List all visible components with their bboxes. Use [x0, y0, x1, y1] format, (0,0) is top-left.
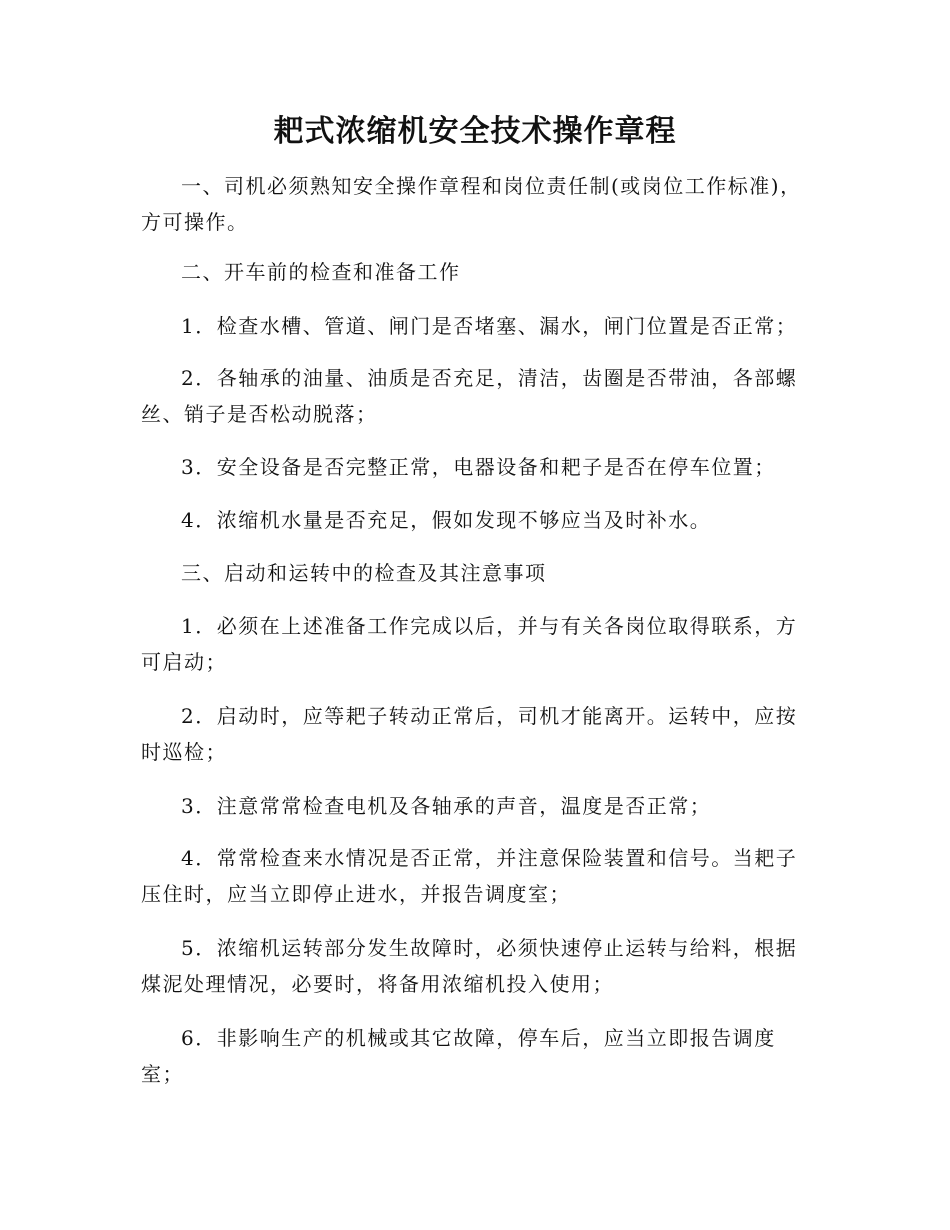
- paragraph-section-3-heading: 三、启动和运转中的检查及其注意事项: [181, 561, 547, 585]
- paragraph-item-2-1: 1．检查水槽、管道、闸门是否堵塞、漏水，闸门位置是否正常；: [181, 314, 798, 338]
- paragraph-item-3-6: 6．非影响生产的机械或其它故障，停车后，应当立即报告调度室；: [141, 1026, 776, 1086]
- paragraph-item-2-4: 4．浓缩机水量是否充足，假如发现不够应当及时补水。: [181, 508, 712, 532]
- paragraph-item-3-1: 1．必须在上述准备工作完成以后，并与有关各岗位取得联系，方可启动；: [141, 614, 798, 674]
- paragraph-section-2-heading: 二、开车前的检查和准备工作: [181, 260, 461, 284]
- paragraph-item-2-3: 3．安全设备是否完整正常，电器设备和耙子是否在停车位置；: [181, 455, 776, 479]
- paragraph-item-3-4: 4．常常检查来水情况是否正常，并注意保险装置和信号。当耙子压住时，应当立即停止进水，并报告调度室；: [141, 846, 798, 906]
- document-title: 耙式浓缩机安全技术操作章程: [273, 114, 677, 149]
- paragraph-item-2-2: 2．各轴承的油量、油质是否充足，清洁，齿圈是否带油，各部螺丝、销子是否松动脱落；: [141, 366, 798, 426]
- paragraph-item-3-5: 5．浓缩机运转部分发生故障时，必须快速停止运转与给料，根据煤泥处理情况，必要时，将备用浓缩机投入使用；: [141, 936, 798, 996]
- paragraph-item-3-3: 3．注意常常检查电机及各轴承的声音，温度是否正常；: [181, 794, 712, 818]
- paragraph-item-3-2: 2．启动时，应等耙子转动正常后，司机才能离开。运转中，应按时巡检；: [141, 704, 798, 764]
- paragraph-section-1: 一、司机必须熟知安全操作章程和岗位责任制(或岗位工作标准)，方可操作。: [141, 174, 802, 234]
